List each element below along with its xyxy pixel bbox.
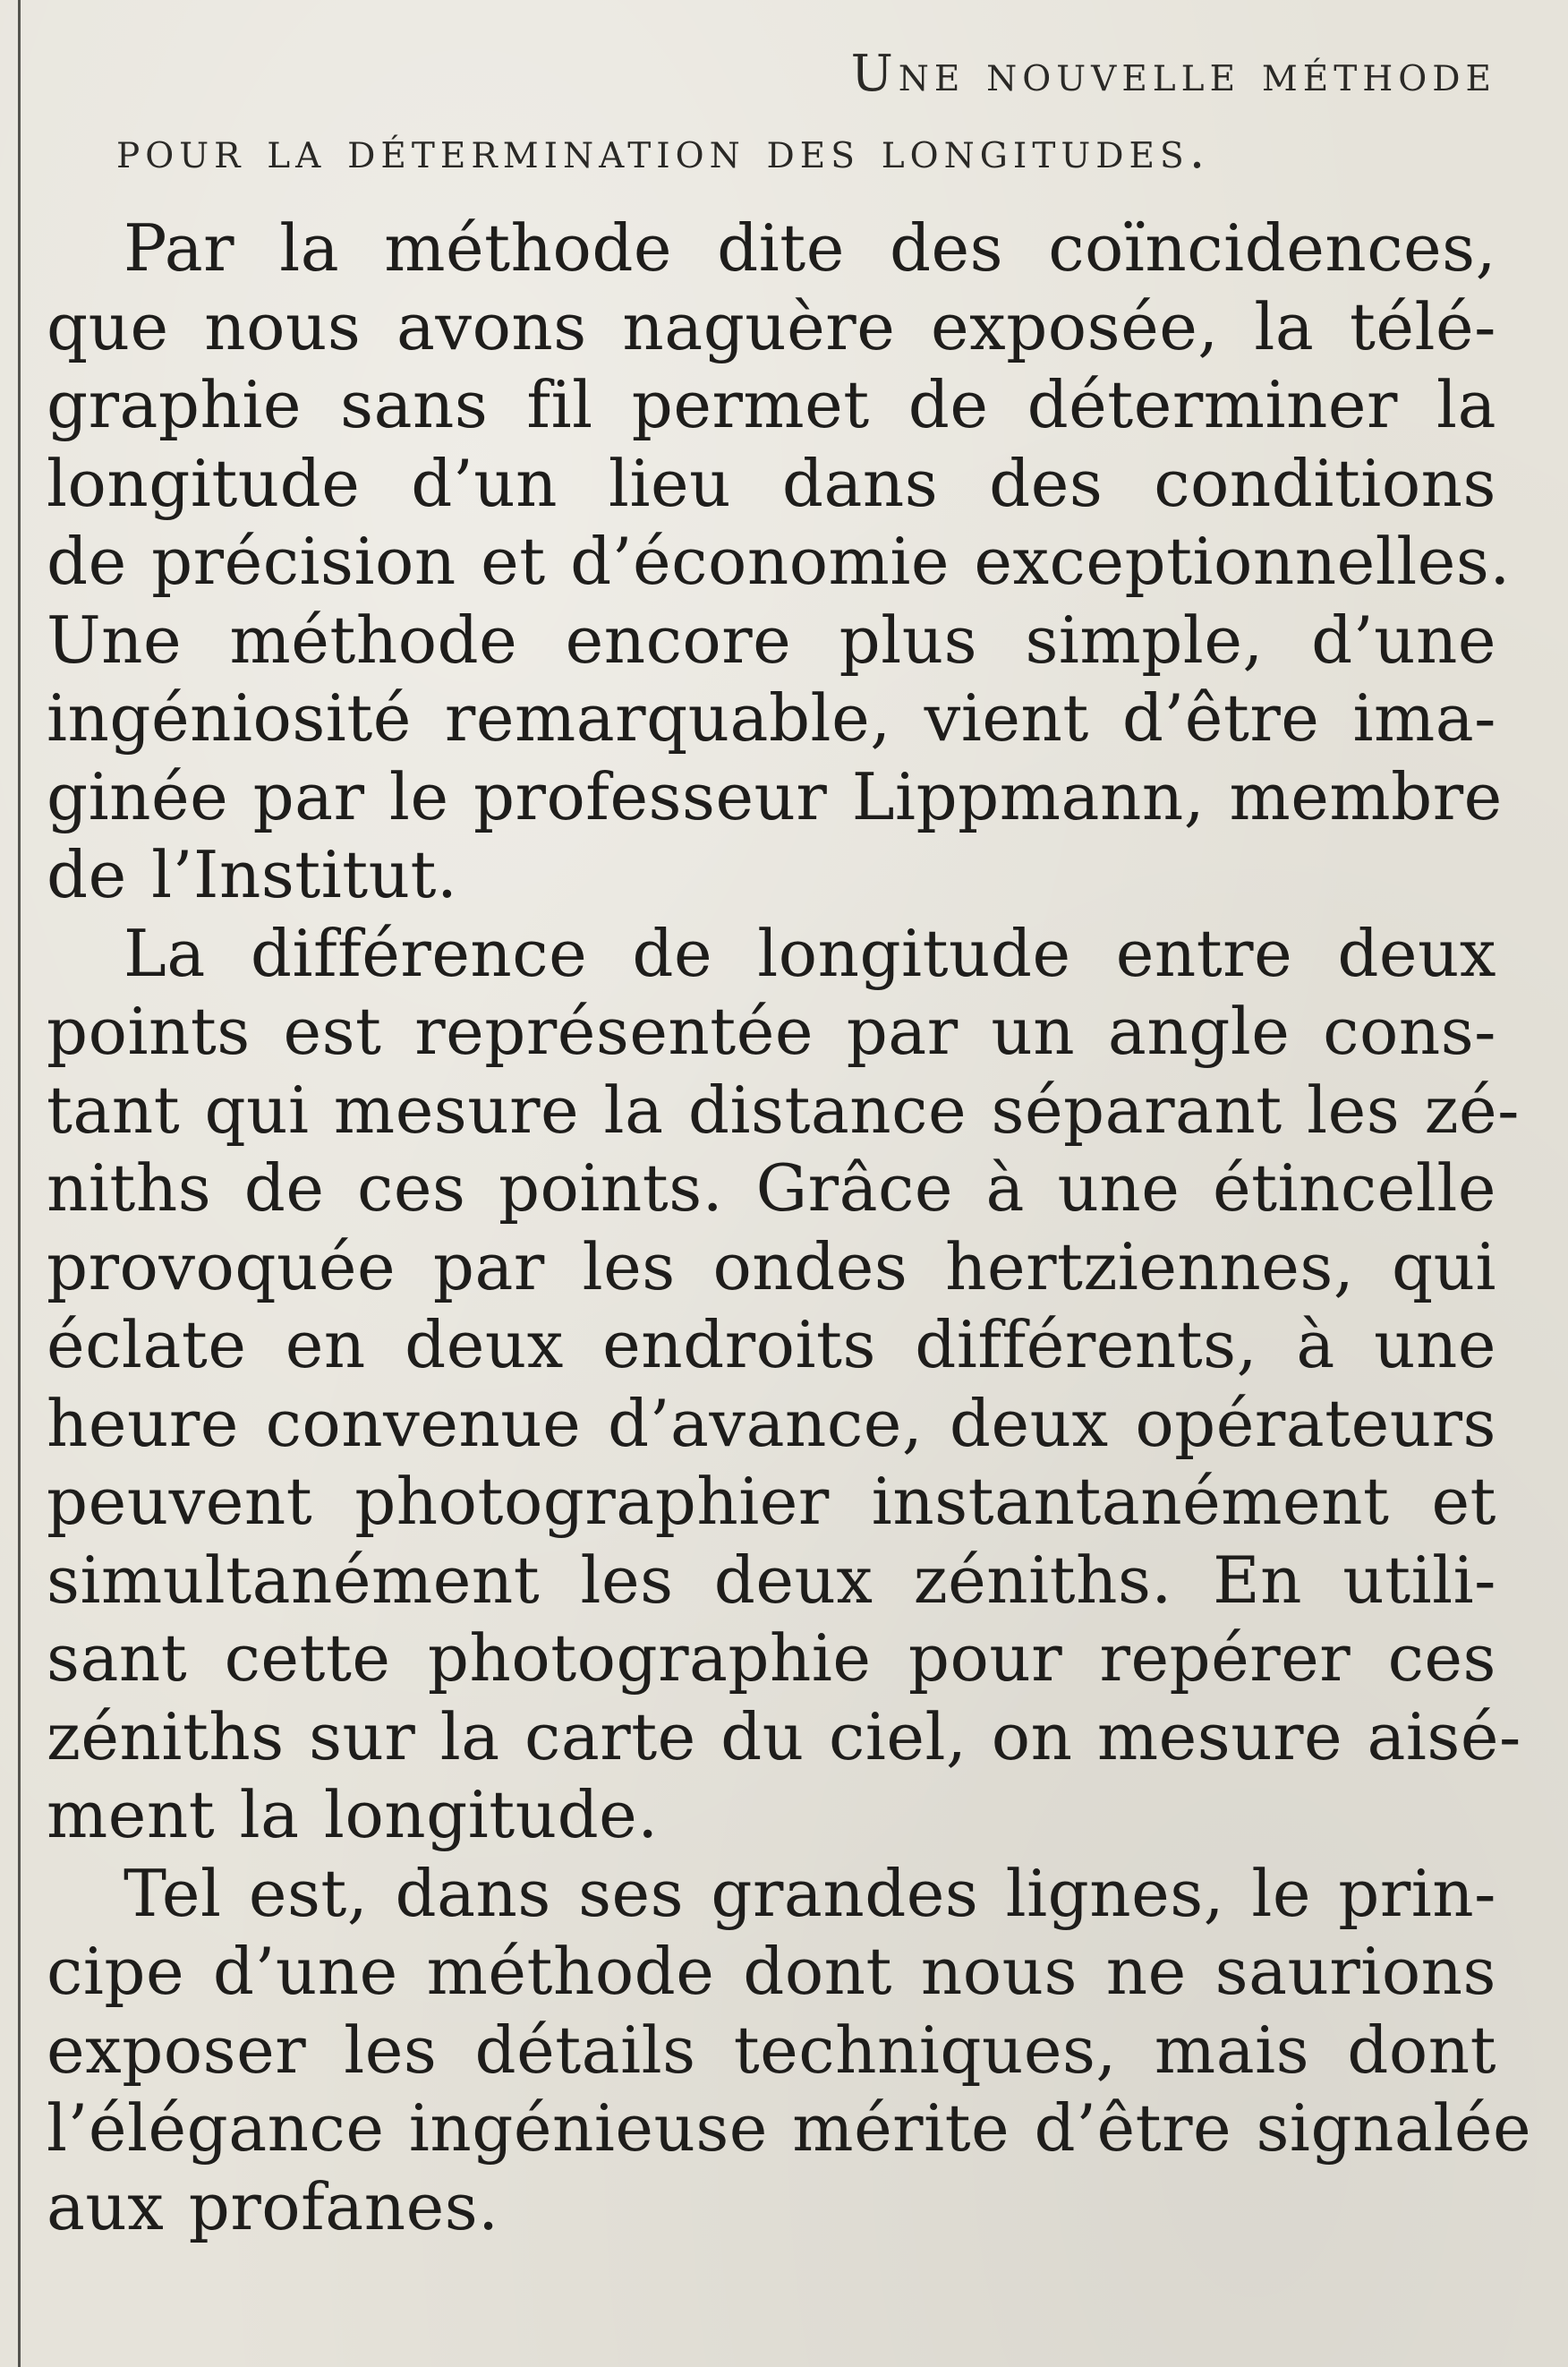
text-line: cipe d’une méthode dont nous ne saurions bbox=[47, 1934, 1496, 2009]
title-line-2: pour la détermination des longitudes. bbox=[116, 122, 1211, 180]
text-line: niths de ces points. Grâce à une étincelle bbox=[47, 1150, 1496, 1226]
text-line: provoquée par les ondes hertziennes, qui bbox=[47, 1228, 1496, 1304]
text-line: de l’Institut. bbox=[47, 837, 458, 912]
text-line: La différence de longitude entre deux bbox=[124, 915, 1496, 991]
paragraph-1 bbox=[47, 209, 1511, 915]
text-line: de précision et d’économie exceptionnelles. bbox=[47, 524, 1511, 599]
article bbox=[47, 36, 1532, 2246]
text-line: graphie sans fil permet de déterminer la bbox=[47, 367, 1496, 442]
text-line: heure convenue d’avance, deux opérateurs bbox=[47, 1385, 1496, 1461]
text-line: longitude d’un lieu dans des conditions bbox=[47, 445, 1496, 521]
text-line: Tel est, dans ses grandes lignes, le prin- bbox=[124, 1855, 1496, 1931]
text-line: tant qui mesure la distance séparant les zé- bbox=[47, 1072, 1520, 1148]
text-line: peuvent photographier instantanément et bbox=[47, 1464, 1496, 1539]
text-line: simultanément les deux zéniths. En utili- bbox=[47, 1542, 1496, 1618]
text-line: Par la méthode dite des coïncidences, bbox=[124, 210, 1496, 286]
text-line: Une méthode encore plus simple, d’une bbox=[47, 602, 1496, 678]
text-line: points est représentée par un angle cons- bbox=[47, 994, 1496, 1069]
article-body bbox=[47, 209, 1532, 2246]
text-line: ingéniosité remarquable, vient d’être ima- bbox=[47, 680, 1496, 756]
paragraph-3 bbox=[47, 1855, 1532, 2247]
title-line-1: Une nouvelle méthode bbox=[850, 45, 1496, 103]
column-rule bbox=[18, 0, 21, 2367]
text-line: l’élégance ingénieuse mérite d’être signalée bbox=[47, 2090, 1532, 2166]
text-line: sant cette photographie pour repérer ces bbox=[47, 1620, 1496, 1696]
article-title bbox=[47, 36, 1496, 190]
text-line: que nous avons naguère exposée, la télé- bbox=[47, 288, 1496, 364]
text-line: zéniths sur la carte du ciel, on mesure aisé- bbox=[47, 1698, 1521, 1774]
text-line: aux profanes. bbox=[47, 2168, 499, 2244]
text-line: ment la longitude. bbox=[47, 1777, 659, 1852]
text-line: exposer les détails techniques, mais dont bbox=[47, 2012, 1496, 2088]
paragraph-2 bbox=[47, 915, 1521, 1855]
text-line: éclate en deux endroits différents, à une bbox=[47, 1307, 1496, 1382]
text-line: ginée par le professeur Lippmann, membre bbox=[47, 758, 1503, 834]
